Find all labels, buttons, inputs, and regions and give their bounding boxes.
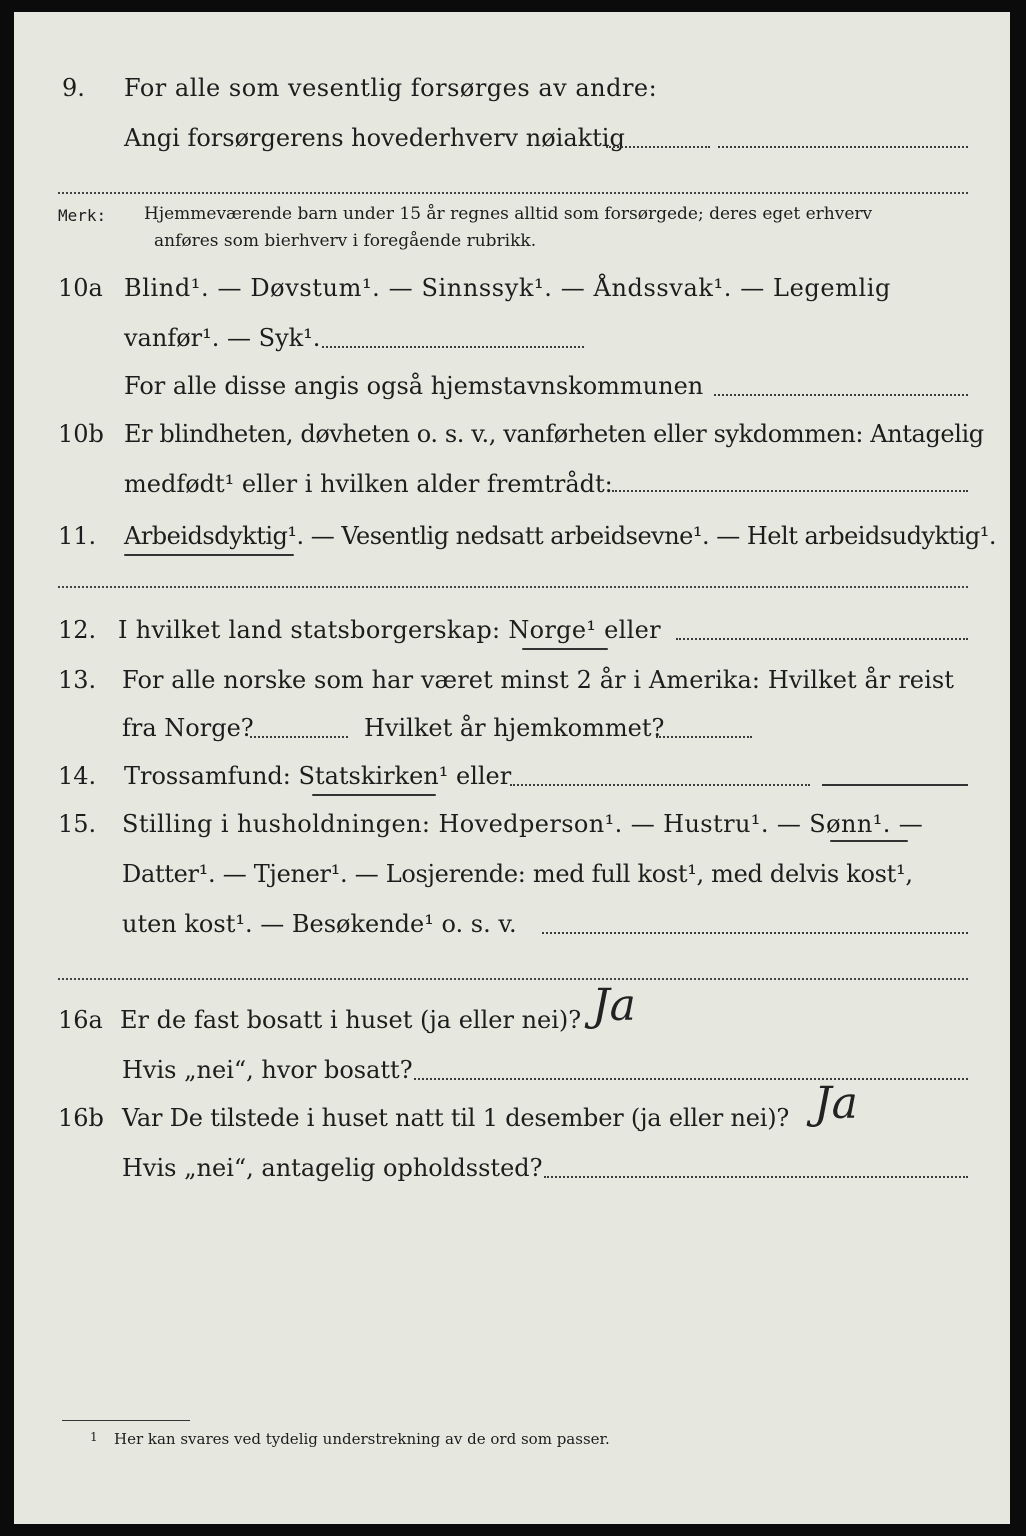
q9-answer-line (606, 146, 710, 148)
q15-number: 15. (58, 810, 97, 838)
q14-number: 14. (58, 762, 97, 790)
footnote-mark: 1 (90, 1430, 98, 1444)
q10a-line3: For alle disse angis også hjemstavnskommunen (124, 372, 704, 400)
q13-line2b: Hvilket år hjemkommet? (364, 714, 665, 742)
q16a-answer-line (414, 1078, 968, 1080)
q16b-answer-line (544, 1176, 968, 1178)
q10b-line1: Er blindheten, døvheten o. s. v., vanførheten eller sykdommen: Antagelig (124, 420, 984, 448)
q16b-handwritten-answer: Ja (814, 1078, 858, 1129)
q14-answer-line-2 (822, 784, 968, 786)
q16b-number: 16b (58, 1104, 104, 1132)
merk-line2: anføres som bierhverv i foregående rubrikk. (154, 231, 537, 251)
q11-number: 11. (58, 522, 97, 550)
q16a-line1: Er de fast bosatt i huset (ja eller nei)? (120, 1006, 582, 1034)
q12-answer-line (676, 638, 968, 640)
q11-line1: Arbeidsdyktig¹. — Vesentlig nedsatt arbeidsevne¹. — Helt arbeidsudyktig¹. (124, 522, 997, 550)
q16a-number: 16a (58, 1006, 103, 1034)
q16b-line1: Var De tilstede i huset natt til 1 desember (ja eller nei)? (122, 1104, 790, 1132)
q10a-municipality-line (714, 394, 968, 396)
q13-line1: For alle norske som har været minst 2 år i Amerika: Hvilket år reist (122, 666, 955, 694)
q10b-answer-line (612, 490, 968, 492)
q16b-line2: Hvis „nei“, antagelig opholdssted? (122, 1154, 543, 1182)
q9-line1: For alle som vesentlig forsørges av andre: (124, 74, 658, 102)
footnote-text: Her kan svares ved tydelig understrekning av de ord som passer. (114, 1430, 610, 1448)
q15-underline-sonn (830, 840, 908, 842)
q16a-handwritten-answer: Ja (592, 980, 636, 1031)
q10b-line2: medfødt¹ eller i hvilken alder fremtrådt: (124, 470, 613, 498)
q10a-number: 10a (58, 274, 103, 302)
q16a-line2: Hvis „nei“, hvor bosatt? (122, 1056, 413, 1084)
q10a-line2: vanfør¹. — Syk¹. (124, 324, 321, 352)
q15-answer-line (542, 932, 968, 934)
q9-line2: Angi forsørgerens hovederhverv nøiaktig (124, 124, 625, 152)
section-divider (58, 192, 968, 194)
q10b-number: 10b (58, 420, 104, 448)
q12-number: 12. (58, 616, 97, 644)
merk-label: Merk: (58, 206, 107, 225)
q14-answer-line (510, 784, 810, 786)
q14-line1: Trossamfund: Statskirken¹ eller (124, 762, 512, 790)
q12-line1: I hvilket land statsborgerskap: Norge¹ eller (118, 616, 661, 644)
q11-underline-arbeidsdyktig (124, 554, 294, 556)
footnote-rule (62, 1420, 190, 1421)
q9-answer-line-2 (718, 146, 968, 148)
merk-line1: Hjemmeværende barn under 15 år regnes alltid som forsørgede; deres eget erhverv (144, 204, 873, 224)
q13-departure-line (250, 736, 348, 738)
census-form-page (14, 12, 1010, 1524)
q10a-line1: Blind¹. — Døvstum¹. — Sinnssyk¹. — Åndssvak¹. — Legemlig (124, 274, 892, 302)
q12-underline-norge (522, 648, 608, 650)
q9-number: 9. (62, 74, 85, 102)
q15-line1: Stilling i husholdningen: Hovedperson¹. — Hustru¹. — Sønn¹. — (122, 810, 924, 838)
q13-number: 13. (58, 666, 97, 694)
q13-line2a: fra Norge? (122, 714, 254, 742)
q14-underline-statskirken (312, 794, 436, 796)
q15-line3: uten kost¹. — Besøkende¹ o. s. v. (122, 910, 517, 938)
section-divider (58, 978, 968, 980)
section-divider (58, 586, 968, 588)
q10a-answer-line (322, 346, 584, 348)
q13-return-line (656, 736, 752, 738)
q15-line2: Datter¹. — Tjener¹. — Losjerende: med full kost¹, med delvis kost¹, (122, 860, 913, 888)
